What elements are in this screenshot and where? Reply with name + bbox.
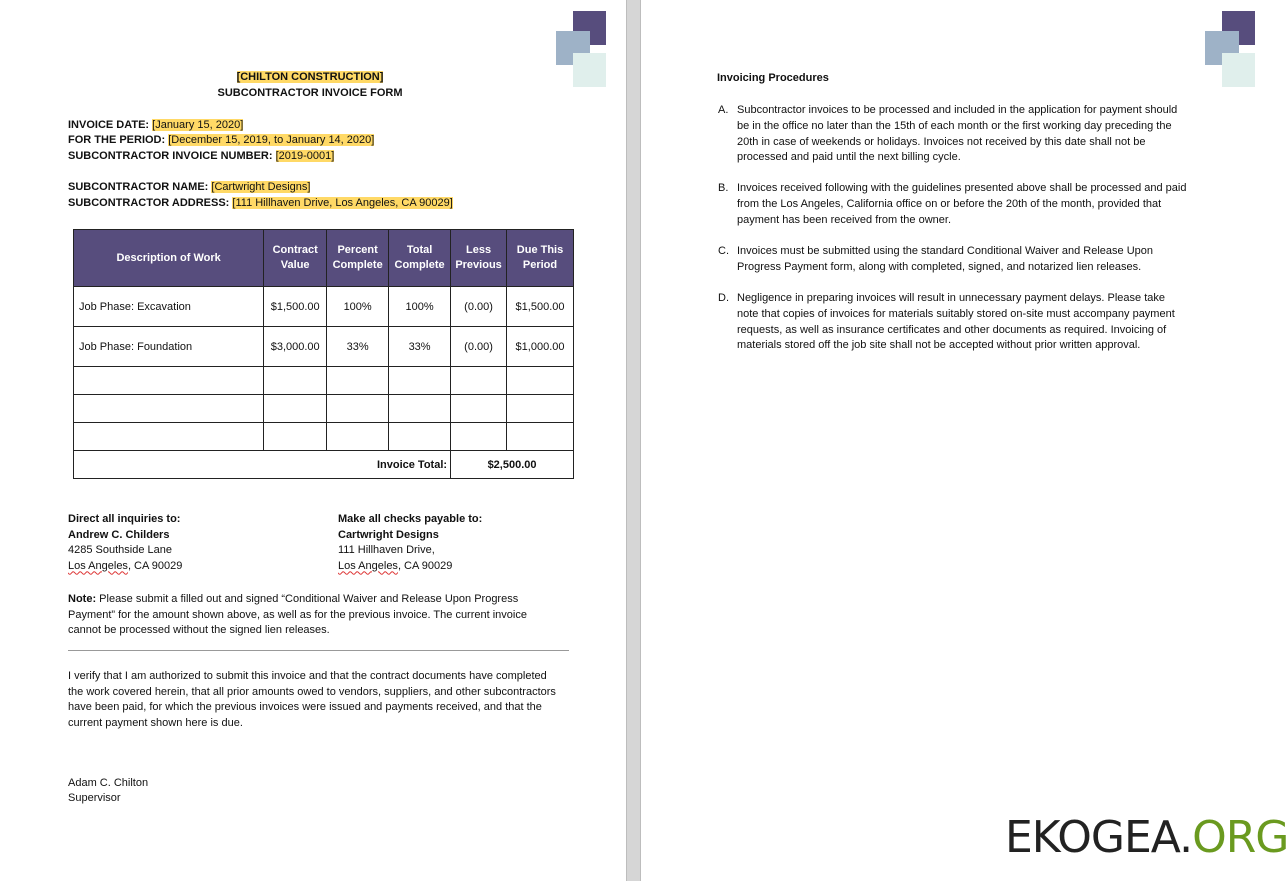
column-header: Percent Complete: [327, 230, 389, 287]
inquiries-city-line: Los Angeles, CA 90029: [68, 559, 183, 572]
signature-block: [68, 776, 148, 805]
signer-name: Adam C. Chilton: [68, 777, 149, 789]
empty-table-row: [74, 395, 574, 423]
table-row: [74, 287, 574, 327]
invoice-number-line: SUBCONTRACTOR INVOICE NUMBER: [2019-0001]: [68, 150, 335, 162]
watermark-logo: EKOGEA.ORG: [1005, 812, 1288, 863]
table-cell: $3,000.00: [264, 327, 327, 367]
invoice-total-label: Invoice Total:: [74, 451, 451, 479]
invoice-total-value: $2,500.00: [451, 451, 574, 479]
note-paragraph: Note: Please submit a filled out and signed “Conditional Waiver and Release Upon Progress Payment” for the amount shown above, as well as for the previous invoice. The current invoice cannot be processed without the signed lien releases.: [68, 593, 527, 636]
table-cell: 100%: [389, 287, 451, 327]
verification-paragraph: I verify that I am authorized to submit this invoice and that the contract documents have completed the work covered herein, that all prior amounts owed to vendors, suppliers, and other subcontractors have been paid, for which the previous invoices were issued and payments received, and that the current payment shown here is due.: [68, 670, 556, 729]
empty-table-row: [74, 367, 574, 395]
table-cell: 33%: [389, 327, 451, 367]
payable-name: Cartwright Designs: [338, 528, 439, 541]
payable-heading: Make all checks payable to:: [338, 513, 483, 525]
procedure-item: C. Invoices must be submitted using the standard Conditional Waiver and Release Upon Progress Payment form, along with completed, signed, and notarized lien releases.: [718, 245, 1153, 273]
column-header: Description of Work: [74, 230, 264, 287]
procedure-item: B. Invoices received following with the guidelines presented above shall be processed and paid from the Los Angeles, California office on or before the 20th of the month, provided that payment has been received from the owner.: [718, 182, 1187, 226]
subcontractor-name-line: SUBCONTRACTOR NAME: [Cartwright Designs]: [68, 181, 311, 193]
table-cell: $1,500.00: [264, 287, 327, 327]
invoice-date-line: INVOICE DATE: [January 15, 2020]: [68, 119, 244, 131]
document-page-2: [641, 0, 1288, 881]
invoice-table: [73, 229, 574, 479]
decorative-square: [1222, 53, 1255, 87]
column-header: Contract Value: [264, 230, 327, 287]
table-row: [74, 327, 574, 367]
payable-block: [338, 512, 482, 574]
inquiries-block: [68, 512, 182, 574]
procedure-item: D. Negligence in preparing invoices will result in unnecessary payment delays. Please take note that copies of invoices for materials suitably stored on-site must accompany payment requests, as well as insurance certificates and other documents as required. Invoicing of materials stored off the job site shall not be accepted without prior written approval.: [718, 292, 1175, 352]
company-name: [CHILTON CONSTRUCTION]: [236, 71, 384, 83]
table-cell: (0.00): [451, 287, 507, 327]
procedure-item: A. Subcontractor invoices to be processed and included in the application for payment should be in the office no later than the 15th of each month or the first working day preceding the 20th in case of weekends or holidays. Invoices not received by this date shall not be processed and paid until the next billing cycle.: [718, 104, 1178, 164]
procedures-title: Invoicing Procedures: [717, 72, 829, 84]
table-cell: 100%: [327, 287, 389, 327]
subcontractor-address-line: SUBCONTRACTOR ADDRESS: [111 Hillhaven Drive, Los Angeles, CA 90029]: [68, 197, 453, 209]
divider: [68, 650, 569, 651]
empty-table-row: [74, 423, 574, 451]
table-cell: Job Phase: Excavation: [74, 287, 264, 327]
signer-title: Supervisor: [68, 791, 121, 804]
inquiries-heading: Direct all inquiries to:: [68, 513, 181, 525]
column-header: Due This Period: [507, 230, 574, 287]
invoice-total-row: [74, 451, 574, 479]
column-header: Less Previous: [451, 230, 507, 287]
form-title: SUBCONTRACTOR INVOICE FORM: [217, 87, 403, 99]
document-page-1: [0, 0, 626, 881]
page-gutter: [626, 0, 641, 881]
payable-city-line: Los Angeles, CA 90029: [338, 559, 453, 572]
inquiries-street: 4285 Southside Lane: [68, 544, 172, 556]
inquiries-name: Andrew C. Childers: [68, 528, 170, 541]
table-cell: Job Phase: Foundation: [74, 327, 264, 367]
table-cell: (0.00): [451, 327, 507, 367]
column-header: Total Complete: [389, 230, 451, 287]
table-cell: 33%: [327, 327, 389, 367]
table-cell: $1,000.00: [507, 327, 574, 367]
period-line: FOR THE PERIOD: [December 15, 2019, to January 14, 2020]: [68, 134, 375, 146]
payable-street: 111 Hillhaven Drive,: [338, 544, 435, 556]
table-header-row: [74, 230, 574, 287]
table-cell: $1,500.00: [507, 287, 574, 327]
